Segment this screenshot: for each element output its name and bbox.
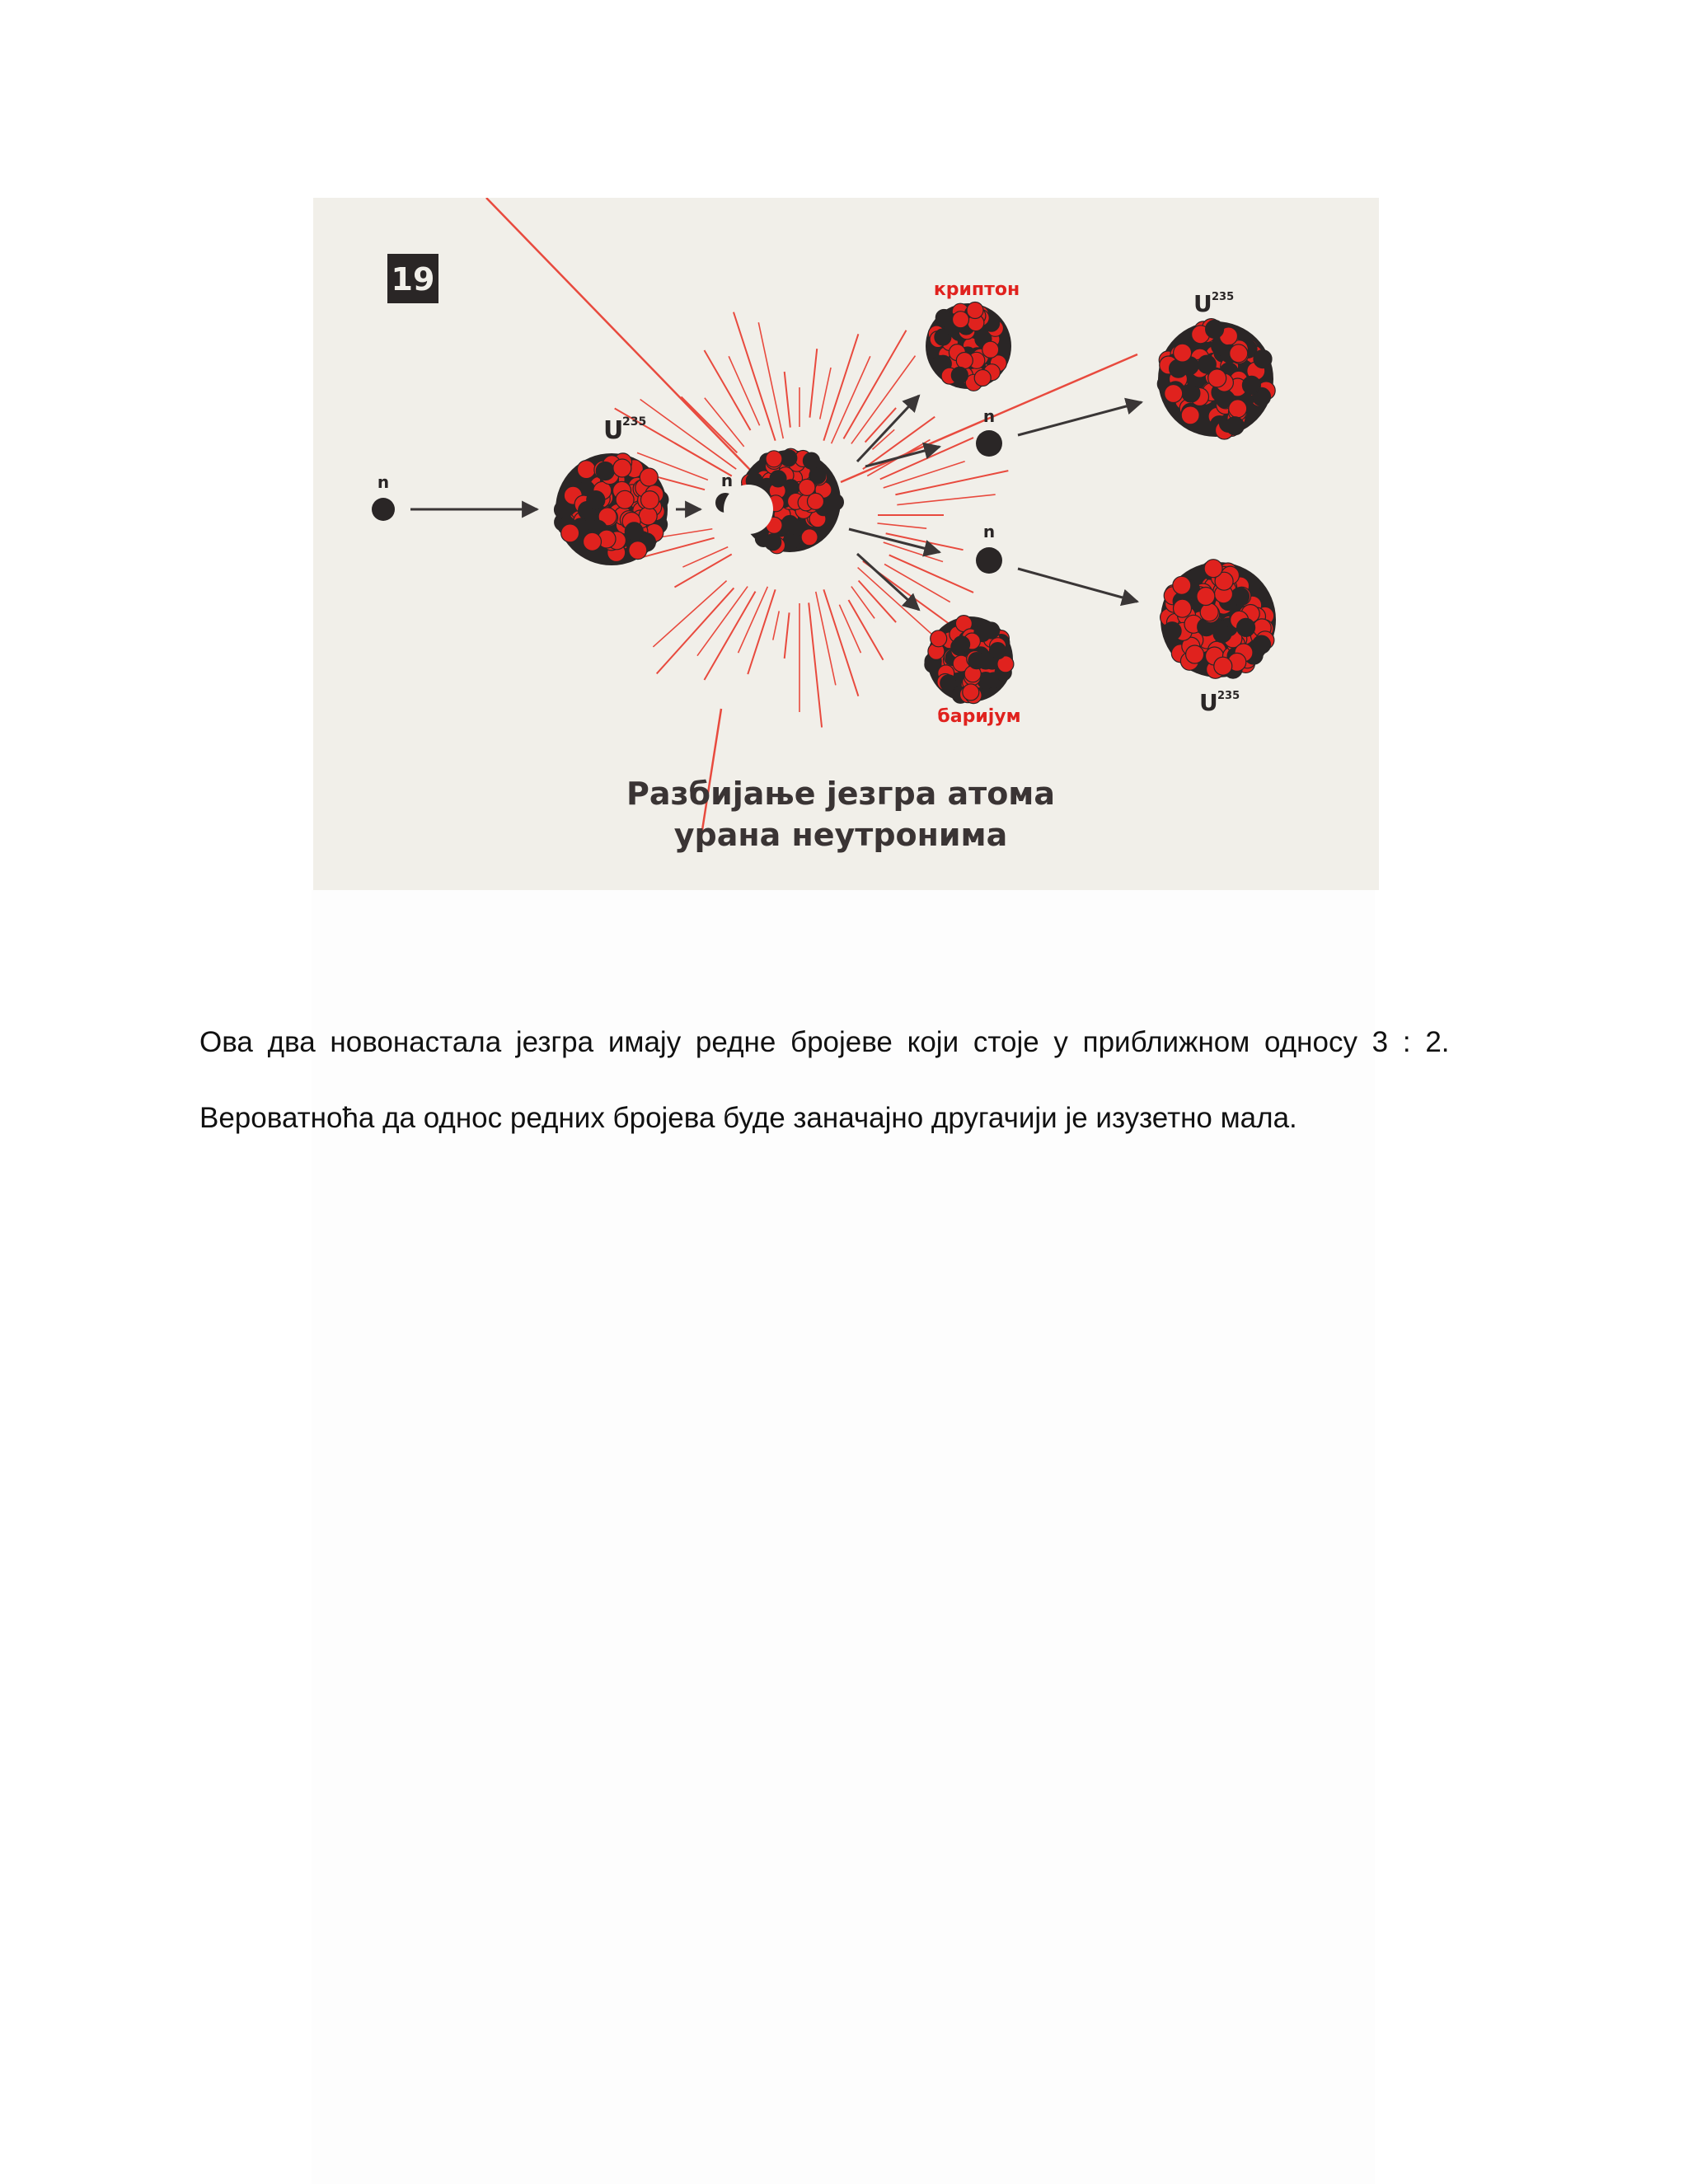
uranium-label-top: U [1193, 290, 1212, 317]
incoming-neutron [372, 498, 395, 521]
burst-ray [859, 581, 897, 623]
proton [616, 490, 634, 509]
arrow-neutron-1-to-u235 [1018, 402, 1142, 435]
paragraph-line-2: Вероватноћа да однос редних бројева буде заначајно другачији је изузетно мала. [199, 1102, 1297, 1134]
uranium-mass-bottom: 235 [1217, 690, 1240, 702]
neutron-particle [940, 675, 957, 691]
barium-nucleus [925, 616, 1014, 704]
neutron-particle [781, 450, 797, 466]
proton [629, 541, 647, 560]
proton [577, 461, 595, 479]
proton [1204, 560, 1222, 578]
neutron-particle [770, 471, 786, 487]
neutron-particle [1226, 417, 1244, 435]
fission-gap [724, 485, 773, 534]
burst-ray [758, 322, 783, 438]
burst-ray [657, 588, 734, 673]
burst-ray [823, 334, 858, 440]
neutron-label-1: n [377, 472, 390, 492]
proton [584, 532, 602, 551]
neutron-particle [596, 462, 614, 480]
krypton-label: криптон [933, 279, 1020, 300]
neutron-particle [587, 491, 605, 509]
proton [974, 370, 991, 387]
neutron-label-3: n [982, 406, 996, 426]
neutron-particle [983, 622, 1000, 639]
neutron-particle [1206, 320, 1224, 338]
proton [967, 302, 983, 319]
neutron-label-4: n [982, 522, 996, 541]
figure-caption-line-1: Разбијање језгра атома [626, 776, 1056, 812]
proton [963, 684, 979, 701]
proton [1174, 599, 1192, 617]
proton [1229, 400, 1247, 418]
burst-ray [785, 372, 790, 428]
neutron-label-2: n [720, 471, 734, 490]
burst-ray [748, 589, 775, 674]
arrow-neutron-2-to-u235 [1018, 569, 1137, 602]
neutron-particle [1213, 625, 1231, 643]
barium-label: баријум [937, 706, 1021, 727]
burst-ray [844, 330, 907, 439]
proton [808, 493, 824, 509]
page-background-panel [312, 890, 1375, 2184]
neutron-particle [1182, 384, 1200, 402]
uranium-label-left: U [603, 416, 624, 445]
burst-ray [884, 462, 965, 488]
neutron-particle [1254, 350, 1272, 368]
proton [561, 524, 579, 542]
neutron-particle [1231, 588, 1250, 606]
emitted-neutron-1 [976, 430, 1002, 457]
arrow-neutron-out-2 [849, 529, 940, 552]
neutron-particle [625, 523, 643, 541]
uranium-235-nucleus [555, 453, 668, 565]
neutron-particle [765, 534, 781, 551]
neutron-particle [1163, 622, 1181, 640]
uranium-label-bottom: U [1199, 689, 1218, 716]
neutron-particle [954, 636, 970, 653]
burst-ray [734, 312, 776, 441]
burst-ray [674, 555, 731, 588]
splitting-nucleus [724, 448, 843, 554]
proton [766, 451, 782, 467]
burst-ray [851, 587, 874, 619]
proton [1230, 344, 1248, 363]
burst-ray [785, 612, 790, 658]
proton [1197, 588, 1215, 606]
proton [613, 459, 631, 477]
proton [1186, 645, 1204, 663]
uranium-235-nucleus-top [1157, 319, 1275, 439]
proton [639, 507, 657, 525]
burst-ray [895, 471, 1008, 494]
proton [1181, 406, 1199, 424]
neutron-particle [951, 367, 968, 383]
proton [1214, 657, 1232, 675]
proton [953, 312, 969, 328]
paragraph-line-1: Ова два новонастала језгра имају редне бројеве који стоје у приближном односу 3 : 2. [199, 1026, 1450, 1058]
burst-ray [897, 494, 995, 505]
neutron-particle [803, 452, 819, 469]
burst-ray [809, 349, 817, 418]
burst-ray [877, 523, 926, 528]
arrow-to-barium [857, 554, 919, 610]
proton [1165, 385, 1183, 403]
neutron-particle [788, 519, 804, 536]
neutron-particle [936, 310, 953, 326]
burst-ray [682, 547, 728, 567]
fission-diagram [313, 198, 1379, 890]
burst-ray [729, 356, 759, 425]
fission-illustration [313, 198, 1379, 890]
burst-ray [816, 592, 836, 685]
proton [640, 468, 658, 486]
neutron-particle [1242, 376, 1260, 394]
neutron-particle [978, 653, 994, 669]
uranium-235-nucleus-bottom [1160, 560, 1276, 679]
burst-ray [820, 368, 831, 419]
proton [1200, 603, 1218, 621]
proton [956, 353, 973, 369]
neutron-particle [1253, 635, 1271, 654]
burst-ray [849, 600, 884, 660]
uranium-mass-left: 235 [622, 415, 647, 429]
uranium-mass-top: 235 [1212, 291, 1235, 303]
burst-ray [773, 611, 779, 640]
proton [1174, 344, 1192, 362]
neutron-particle [1237, 618, 1255, 636]
emitted-neutron-2 [976, 547, 1002, 574]
arrow-neutron-out-1 [865, 447, 940, 466]
proton [931, 630, 947, 647]
krypton-nucleus [926, 302, 1011, 391]
figure-number: 19 [391, 261, 435, 298]
proton [982, 341, 999, 358]
burst-ray [823, 589, 858, 696]
proton [1173, 576, 1191, 594]
burst-ray [640, 400, 736, 470]
burst-ray [681, 396, 737, 452]
figure-caption-line-2: урана неутронима [673, 817, 1008, 853]
proton [1208, 369, 1226, 387]
proton [641, 491, 659, 509]
burst-ray [809, 602, 822, 727]
